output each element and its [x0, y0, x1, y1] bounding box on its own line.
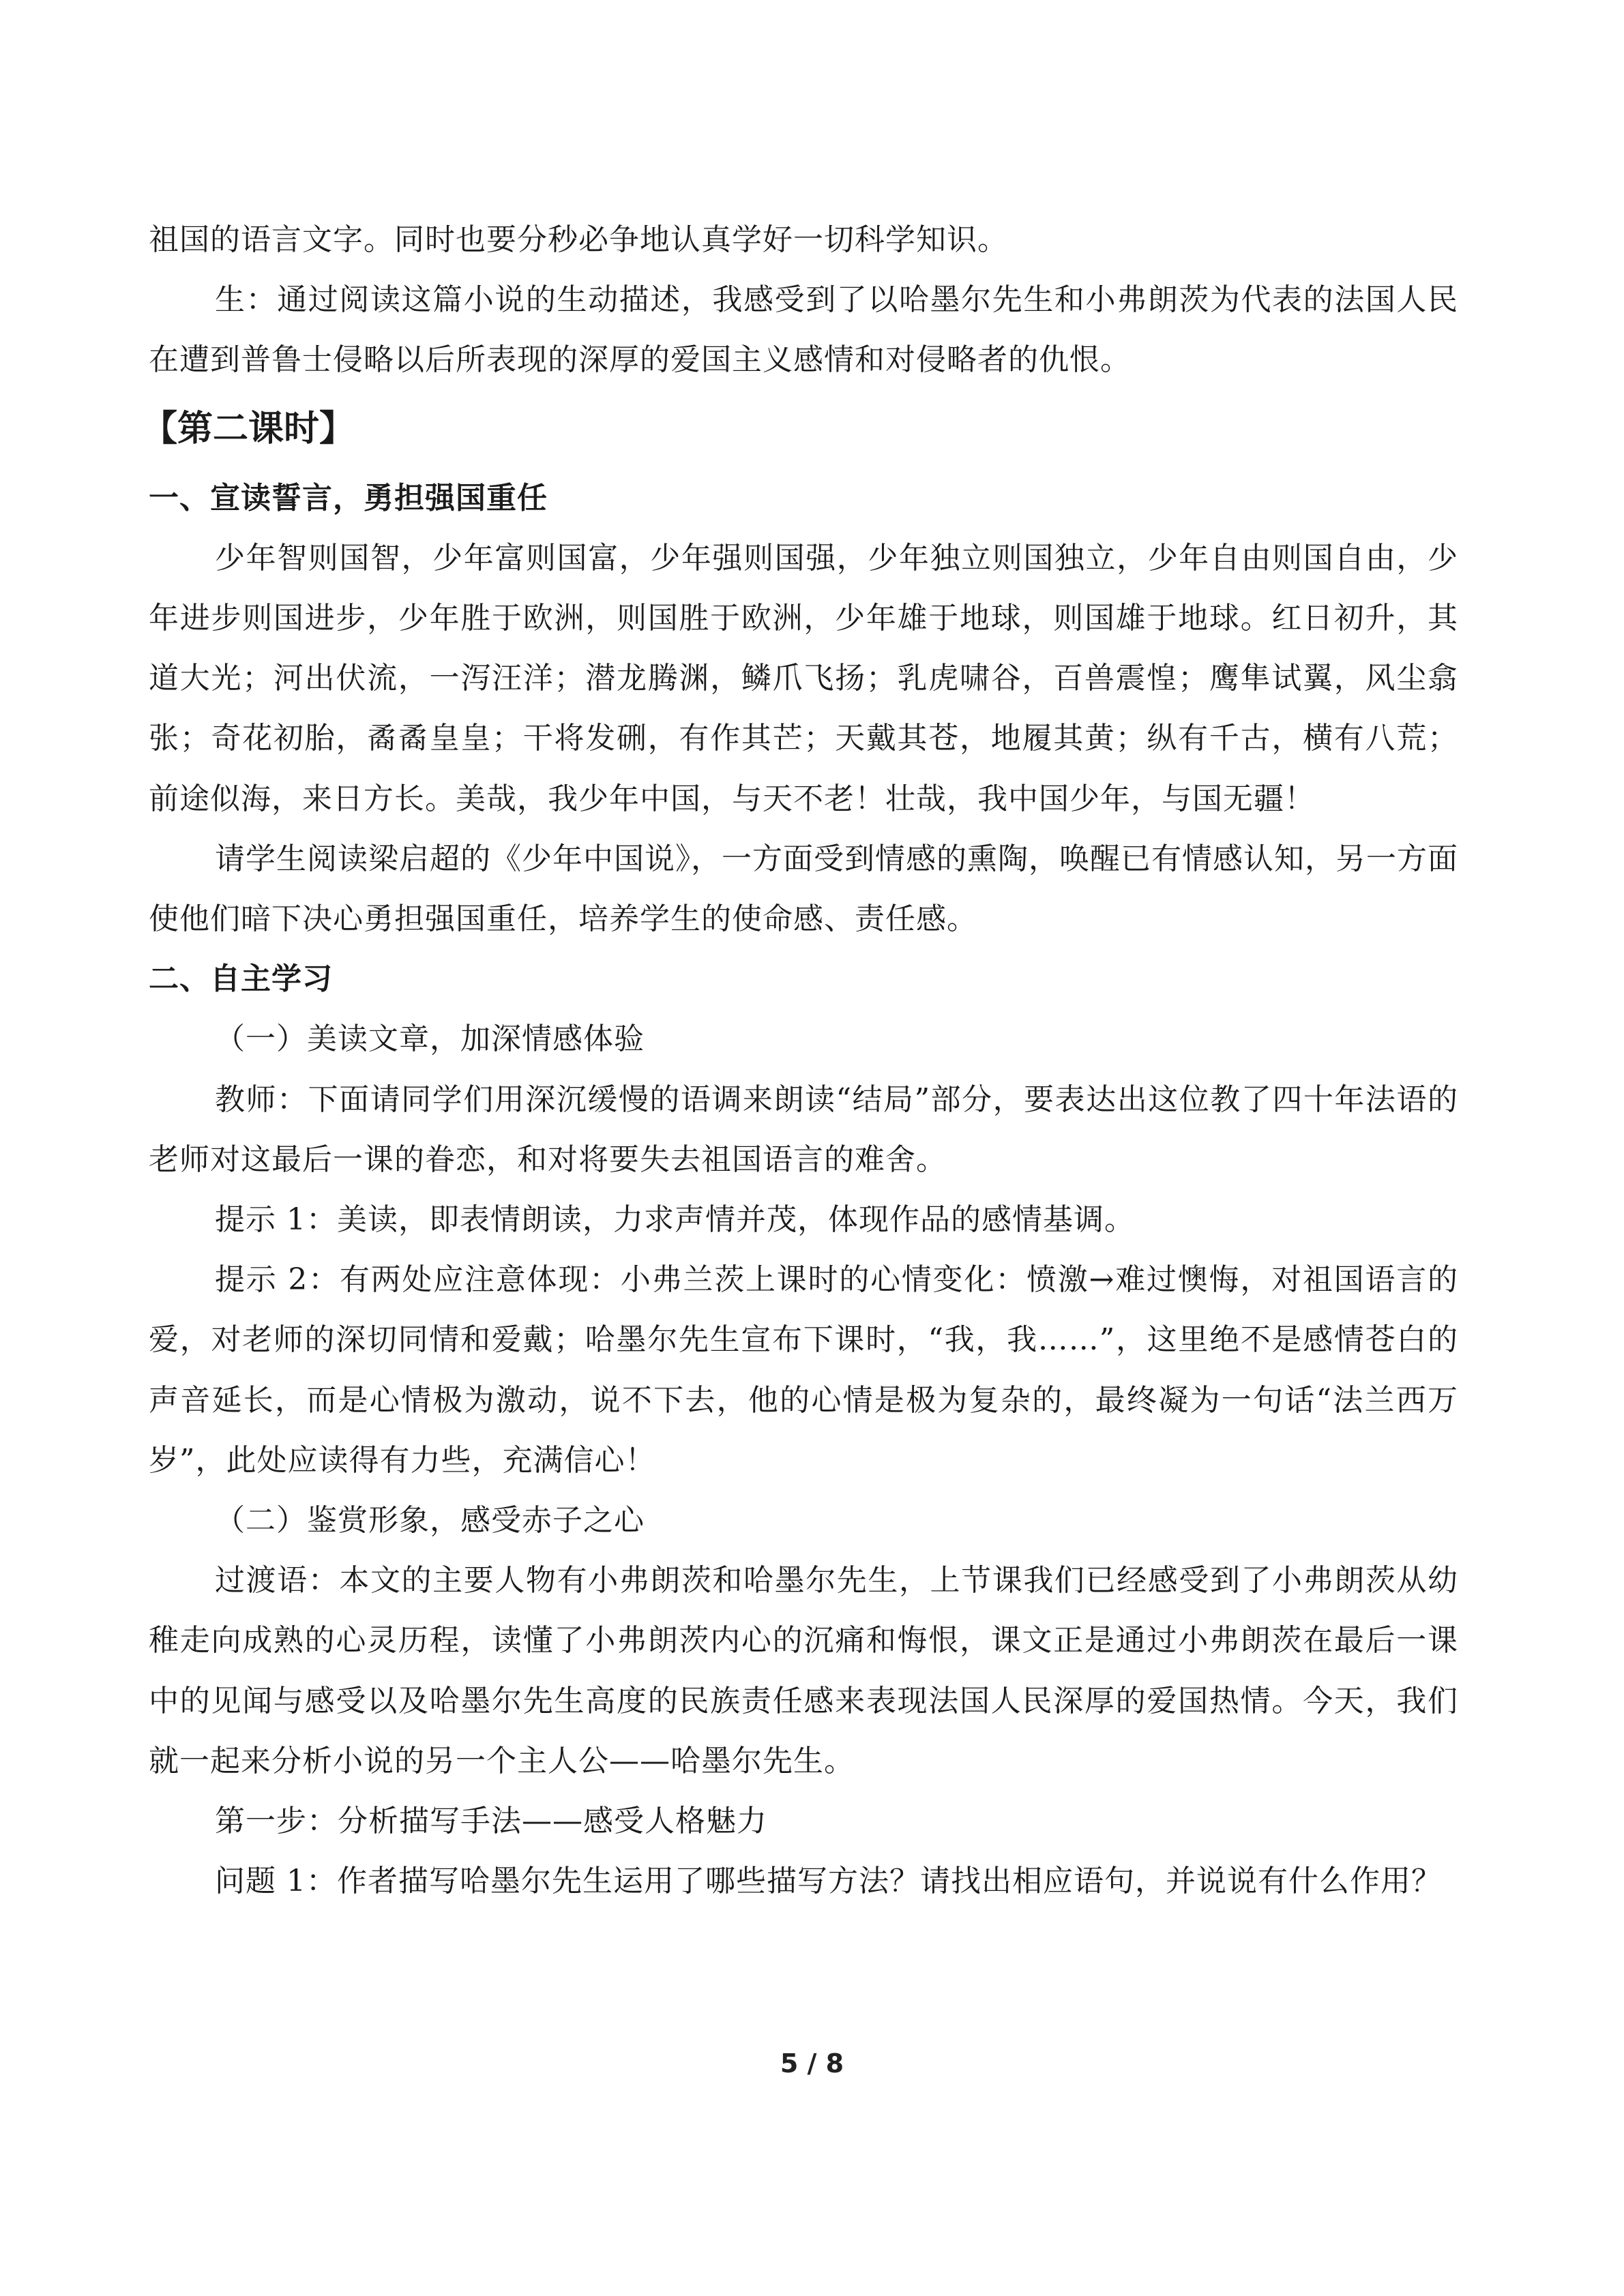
paragraph-oath: 少年智则国智，少年富则国富，少年强则国强，少年独立则国独立，少年自由则国自由，少年进步则国进步，少年胜于欧洲，则国胜于欧洲，少年雄于地球，则国雄于地球。红日初升，其道大光；河出伏流，一泻汪洋；潜龙腾渊，鳞爪飞扬；乳虎啸谷，百兽震惶；鹰隼试翼，风尘翕张；奇花初胎，矞矞皇皇；干将发硎，有作其芒；天戴其苍，地履其黄；纵有千古，横有八荒；前途似海，来日方长。美哉，我少年中国，与天不老！壮哉，我中国少年，与国无疆！: [149, 540, 1458, 816]
page-number: 5 / 8: [780, 2048, 844, 2078]
section-heading-1: 一、宣读誓言，勇担强国重任: [149, 480, 548, 516]
document-page: [142, 210, 1458, 1911]
paragraph-student-answer: 生：通过阅读这篇小说的生动描述，我感受到了以哈墨尔先生和小弗朗茨为代表的法国人民在遭到普鲁士侵略以后所表现的深厚的爱国主义感情和对侵略者的仇恨。: [149, 282, 1458, 378]
paragraph-tip-2: 提示 2：有两处应注意体现：小弗兰茨上课时的心情变化：愤激→难过懊悔，对祖国语言的爱，对老师的深切同情和爱戴；哈墨尔先生宣布下课时，“我，我……”，这里绝不是感情苍白的声音延长，而是心情极为激动，说不下去，他的心情是极为复杂的，最终凝为一句话“法兰西万岁”，此处应读得有力些，充满信心！: [149, 1262, 1458, 1478]
paragraph-tip-1: 提示 1：美读，即表情朗读，力求声情并茂，体现作品的感情基调。: [215, 1202, 1135, 1238]
paragraph-oath-note: 请学生阅读梁启超的《少年中国说》，一方面受到情感的熏陶，唤醒已有情感认知，另一方面使他们暗下决心勇担强国重任，培养学生的使命感、责任感。: [149, 841, 1458, 937]
paragraph-teacher: 教师：下面请同学们用深沉缓慢的语调来朗读“结局”部分，要表达出这位教了四十年法语的老师对这最后一课的眷恋，和对将要失去祖国语言的难舍。: [149, 1082, 1458, 1177]
paragraph-step-1: 第一步：分析描写手法——感受人格魅力: [215, 1804, 767, 1839]
section-heading-2: 二、自主学习: [149, 961, 333, 997]
paragraph-transition: 过渡语：本文的主要人物有小弗朗茨和哈墨尔先生，上节课我们已经感受到了小弗朗茨从幼稚走向成熟的心灵历程，读懂了小弗朗茨内心的沉痛和悔恨，课文正是通过小弗朗茨在最后一课中的见闻与感受以及哈墨尔先生高度的民族责任感来表现法国人民深厚的爱国热情。今天，我们就一起来分析小说的另一个主人公——哈墨尔先生。: [149, 1563, 1458, 1778]
paragraph-question-1: 问题 1：作者描写哈墨尔先生运用了哪些描写方法？请找出相应语句，并说说有什么作用？: [215, 1864, 1442, 1899]
paragraph-continuation: 祖国的语言文字。同时也要分秒必争地认真学好一切科学知识。: [149, 222, 1008, 257]
lesson-title: 【第二课时】: [142, 408, 355, 449]
subsection-heading-1: （一）美读文章，加深情感体验: [215, 1022, 645, 1057]
subsection-heading-2: （二）鉴赏形象，感受赤子之心: [215, 1503, 645, 1538]
